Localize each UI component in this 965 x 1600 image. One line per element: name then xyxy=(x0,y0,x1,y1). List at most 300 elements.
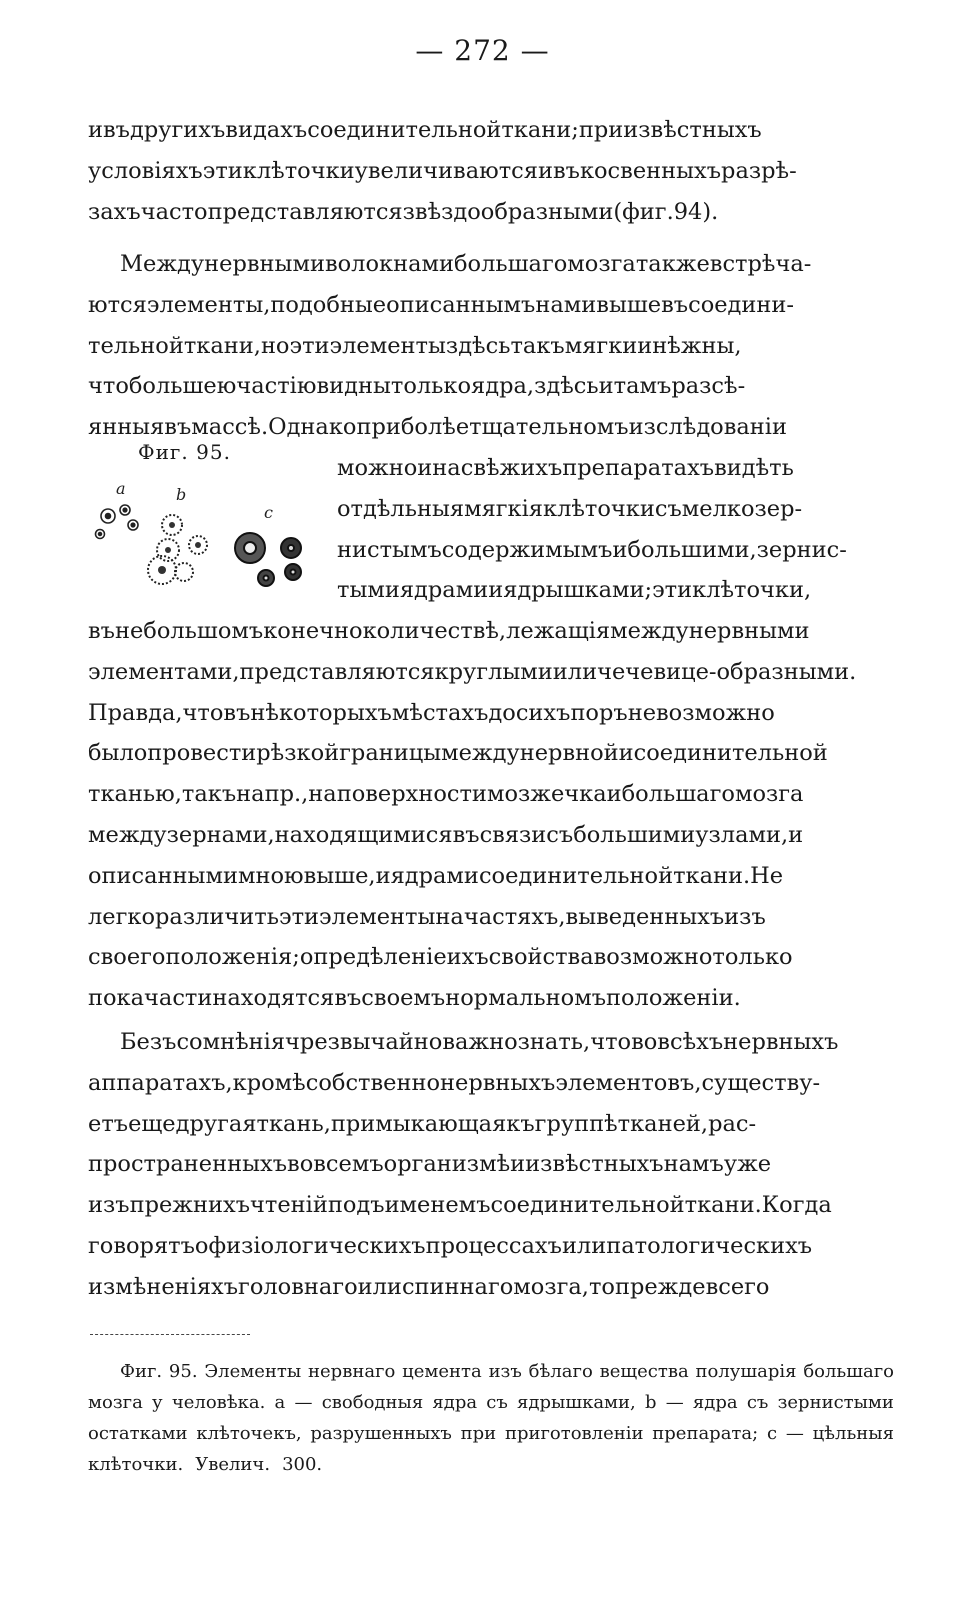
word: и xyxy=(88,117,103,143)
word: ядра xyxy=(692,1392,738,1413)
word: части xyxy=(144,985,213,1012)
text-line xyxy=(337,489,894,530)
word: c xyxy=(766,1423,778,1444)
word: ядрами xyxy=(399,577,489,604)
word: круглыми xyxy=(434,658,553,685)
word: легко xyxy=(88,903,156,930)
word: ядрами xyxy=(390,862,479,889)
word: возможно xyxy=(593,944,713,971)
word: и xyxy=(510,1151,526,1178)
text-line xyxy=(88,192,894,233)
word: и xyxy=(488,577,504,604)
text-line xyxy=(337,570,894,611)
word: организмѣ xyxy=(383,1151,511,1178)
word: нервныхъ xyxy=(723,1029,839,1055)
text-line xyxy=(88,1267,894,1308)
word: зернистыми xyxy=(777,1392,894,1413)
label-c: c xyxy=(264,503,273,522)
word: элементы xyxy=(329,332,446,359)
word: нистымъ xyxy=(337,536,442,563)
word: разсѣ- xyxy=(671,373,746,400)
word: прежнихъ xyxy=(129,1192,251,1219)
word: большаго xyxy=(803,1361,894,1382)
word: частяхъ, xyxy=(463,903,566,930)
word: изъ xyxy=(724,903,766,930)
word: но xyxy=(260,332,290,359)
word: въ xyxy=(452,821,480,848)
word: чечевице-образными. xyxy=(597,658,857,685)
text-line xyxy=(88,1185,894,1226)
word: до xyxy=(488,699,516,726)
word: примыкающая xyxy=(330,1110,507,1137)
word: съ xyxy=(546,821,574,848)
word: свѣжихъ xyxy=(460,455,563,481)
text-line xyxy=(88,151,894,192)
word: всѣхъ xyxy=(657,1029,724,1055)
word: извѣстныхъ xyxy=(623,117,762,143)
word: говорятъ xyxy=(88,1232,195,1259)
word: при xyxy=(578,117,624,143)
text-line xyxy=(88,110,894,151)
cell-illustration xyxy=(88,470,328,600)
word: цемента xyxy=(402,1361,482,1382)
word: ихъ xyxy=(446,944,489,971)
word: нервными xyxy=(688,618,810,644)
word: лежащія xyxy=(506,618,611,644)
text-line xyxy=(88,326,894,367)
word: существу- xyxy=(701,1069,821,1096)
word: Однако xyxy=(268,414,357,441)
word: видахъ xyxy=(225,117,308,143)
word: можно xyxy=(337,455,418,481)
word: — xyxy=(665,1392,684,1413)
word: клѣточки, xyxy=(692,577,812,604)
word: и xyxy=(637,332,653,359)
word: связи xyxy=(479,821,547,848)
word: намъ xyxy=(663,1151,724,1178)
word: вещества xyxy=(599,1361,689,1382)
text-line xyxy=(88,774,894,815)
word: выведенныхъ xyxy=(565,903,725,930)
word: нервными xyxy=(204,251,325,277)
word: свойства xyxy=(488,944,594,971)
word: рѣзкой xyxy=(256,740,340,767)
label-a: a xyxy=(116,479,126,498)
word: описанными xyxy=(88,862,238,889)
text-line xyxy=(88,652,894,693)
word: косвенныхъ xyxy=(579,157,722,184)
word: спиннаго xyxy=(401,1273,514,1300)
word: группѣ xyxy=(534,1110,618,1137)
text-line xyxy=(88,1022,894,1063)
word: измѣненіяхъ xyxy=(88,1273,239,1300)
word: соединительной xyxy=(490,1192,685,1219)
paragraph-2-continued xyxy=(88,611,894,1019)
text-line xyxy=(88,815,894,856)
word: соединительной xyxy=(633,740,828,767)
word: большаго xyxy=(453,251,568,277)
word: то xyxy=(588,1273,615,1300)
word: ткань, xyxy=(256,1110,331,1137)
word: что xyxy=(88,373,129,400)
footnote-line xyxy=(88,1449,894,1480)
word: видѣть xyxy=(714,455,794,481)
word: массѣ. xyxy=(191,414,269,441)
word: b xyxy=(644,1392,657,1413)
word: мозга xyxy=(567,251,636,277)
word: или xyxy=(561,1232,607,1259)
word: головнаго xyxy=(238,1273,358,1300)
figure-95 xyxy=(88,440,328,600)
word: только xyxy=(390,373,472,400)
word: мягкія xyxy=(464,495,543,522)
word: на xyxy=(308,781,337,808)
footnote-line xyxy=(88,1356,894,1387)
word: во xyxy=(287,1151,314,1178)
word: прежде xyxy=(614,1273,706,1300)
word: провести xyxy=(147,740,257,767)
footnote-divider xyxy=(90,1334,250,1335)
word: 94). xyxy=(673,198,719,225)
paragraph-2 xyxy=(88,244,894,448)
paragraph-1 xyxy=(88,110,894,232)
word: нормальномъ xyxy=(445,985,607,1012)
word: важно xyxy=(442,1029,518,1055)
word: и xyxy=(375,862,391,889)
word: клѣточки xyxy=(543,495,655,522)
word: Между xyxy=(120,251,205,277)
word: етъ xyxy=(88,1110,129,1137)
word: частію xyxy=(236,373,317,400)
word: ядрышками; xyxy=(503,577,653,604)
text-line xyxy=(88,978,894,1019)
word: звѣздообразными xyxy=(402,198,614,225)
word: конечно xyxy=(263,618,363,644)
word: здѣсь xyxy=(534,373,599,400)
footnote xyxy=(88,1356,894,1480)
word: что xyxy=(182,699,224,726)
word: видны xyxy=(316,373,391,400)
word: различить xyxy=(155,903,279,930)
word: и xyxy=(612,536,628,563)
word: сомнѣнія xyxy=(176,1029,286,1055)
word: пространенныхъ xyxy=(88,1151,288,1178)
text-line xyxy=(337,448,894,489)
text-line xyxy=(88,1104,894,1145)
word: на xyxy=(435,903,464,930)
word: тканью, xyxy=(88,781,182,808)
word: встрѣча- xyxy=(709,251,812,277)
word: клѣточки xyxy=(242,157,355,184)
word: находящимися xyxy=(274,821,453,848)
word: знать, xyxy=(517,1029,591,1055)
word: мѣстахъ xyxy=(391,699,489,726)
word: нервнаго xyxy=(308,1361,396,1382)
word: мягки xyxy=(564,332,638,359)
word: во xyxy=(631,1029,658,1055)
word: Когда xyxy=(761,1192,832,1219)
word: небольшомъ xyxy=(114,618,264,644)
word: 95. xyxy=(168,1361,198,1382)
word: сихъ xyxy=(515,699,571,726)
word: представляются xyxy=(239,658,435,685)
word: часто xyxy=(140,198,208,225)
word: между xyxy=(441,740,520,767)
word: извѣстныхъ xyxy=(525,1151,664,1178)
word: въ xyxy=(88,618,115,644)
word: своего xyxy=(88,944,166,971)
word: тканей, xyxy=(617,1110,709,1137)
word: напр., xyxy=(236,781,309,808)
word: у xyxy=(152,1392,163,1413)
word: зернами, xyxy=(166,821,275,848)
word: между xyxy=(610,618,689,644)
text-line xyxy=(88,733,894,774)
word: еще xyxy=(128,1110,176,1137)
word: цѣльныя xyxy=(812,1423,894,1444)
word: ядра, xyxy=(471,373,535,400)
word: изслѣдованіи xyxy=(628,414,787,441)
word: своемъ xyxy=(361,985,446,1012)
word: полушарія xyxy=(695,1361,797,1382)
word: другихъ xyxy=(129,117,226,143)
word: клѣточки. xyxy=(88,1454,184,1475)
word: въ xyxy=(334,985,362,1012)
word: другая xyxy=(175,1110,257,1137)
word: поръ xyxy=(570,699,628,726)
word: нѣкоторыхъ xyxy=(250,699,392,726)
word: зернис- xyxy=(756,536,847,563)
word: Увелич. xyxy=(195,1454,271,1475)
word: эти xyxy=(202,157,243,184)
word: между xyxy=(88,821,167,848)
word: рас- xyxy=(708,1110,757,1137)
word: здѣсь xyxy=(445,332,511,359)
word: — xyxy=(785,1423,804,1444)
word: тыми xyxy=(337,577,400,604)
footnote-line xyxy=(88,1387,894,1418)
word: эти xyxy=(652,577,693,604)
word: узлами, xyxy=(695,821,789,848)
word: количествѣ, xyxy=(362,618,507,644)
text-line xyxy=(88,856,894,897)
word: положенія; xyxy=(165,944,300,971)
word: и xyxy=(618,740,634,767)
word: элементы xyxy=(319,903,436,930)
word: соедини- xyxy=(688,291,795,318)
word: пока xyxy=(88,985,145,1012)
text-line xyxy=(88,366,894,407)
word: препарата; xyxy=(652,1423,759,1444)
page-number: — 272 — xyxy=(415,34,550,67)
word: невозможно xyxy=(627,699,775,726)
text-line xyxy=(337,530,894,571)
word: Не xyxy=(750,862,784,889)
word: мозга xyxy=(734,781,804,808)
word: находятся xyxy=(212,985,335,1012)
word: такъ xyxy=(181,781,237,808)
word: въ xyxy=(223,699,251,726)
word: такъ xyxy=(510,332,565,359)
text-line xyxy=(88,1144,894,1185)
word: или xyxy=(357,1273,402,1300)
word: изъ xyxy=(88,1192,130,1219)
word: въ xyxy=(552,157,580,184)
word: элементами, xyxy=(88,658,240,685)
word: именемъ xyxy=(384,1192,491,1219)
word: было xyxy=(88,740,148,767)
word: большею xyxy=(128,373,237,400)
word: (фиг. xyxy=(613,198,674,225)
word: ткани; xyxy=(501,117,579,143)
word: захъ xyxy=(88,198,141,225)
word: процессахъ xyxy=(425,1232,562,1259)
word: a xyxy=(274,1392,286,1413)
word: тамъ xyxy=(613,373,672,400)
word: границы xyxy=(339,740,442,767)
word: и xyxy=(606,781,622,808)
word: препаратахъ xyxy=(562,455,715,481)
word: поверхности xyxy=(336,781,487,808)
word: большими, xyxy=(627,536,757,563)
word: клѣточекъ, xyxy=(196,1423,302,1444)
word: нѣжны, xyxy=(652,332,742,359)
word: о xyxy=(194,1232,209,1259)
word: нервныхъ xyxy=(440,1069,556,1096)
word: выше xyxy=(596,291,662,318)
word: свободныя xyxy=(321,1392,424,1413)
word: соединительной xyxy=(478,862,674,889)
word: представляются xyxy=(207,198,403,225)
word: мозжечка xyxy=(486,781,607,808)
label-b: b xyxy=(176,485,187,504)
word: ткани. xyxy=(673,862,751,889)
word: съ xyxy=(486,1392,508,1413)
word: янныя xyxy=(88,414,165,441)
word: изъ xyxy=(488,1361,522,1382)
word: на xyxy=(432,455,461,481)
text-line xyxy=(88,693,894,734)
word: разрѣ- xyxy=(721,157,797,184)
word: въ xyxy=(661,291,689,318)
word: всемъ xyxy=(313,1151,384,1178)
word: ются xyxy=(88,291,147,318)
word: эти xyxy=(278,903,320,930)
text-line xyxy=(88,611,894,652)
word: положеніи. xyxy=(606,985,741,1012)
word: подобные xyxy=(270,291,387,318)
word: условіяхъ xyxy=(88,157,203,184)
word: Правда, xyxy=(88,699,183,726)
word: элементы, xyxy=(146,291,271,318)
word: физіологическихъ xyxy=(208,1232,426,1259)
word: болѣе xyxy=(400,414,470,441)
word: большаго xyxy=(621,781,735,808)
word: соединительной xyxy=(307,117,502,143)
word: чрезвычайно xyxy=(285,1029,443,1055)
word: — xyxy=(294,1392,313,1413)
word: и xyxy=(788,821,804,848)
word: содержимымъ xyxy=(441,536,613,563)
word: человѣка. xyxy=(171,1392,266,1413)
word: чтеній xyxy=(250,1192,328,1219)
word: также xyxy=(635,251,710,277)
word: всего xyxy=(705,1273,770,1300)
word: мозга xyxy=(88,1392,143,1413)
word: ядрышками, xyxy=(517,1392,636,1413)
word: Безъ xyxy=(120,1029,177,1055)
word: описаннымъ xyxy=(386,291,536,318)
text-line xyxy=(88,897,894,938)
word: аппаратахъ, xyxy=(88,1069,233,1096)
word: приготовленіи xyxy=(504,1423,644,1444)
word: при xyxy=(460,1423,497,1444)
text-line xyxy=(88,937,894,978)
word: выше, xyxy=(303,862,376,889)
word: опредѣленіе xyxy=(299,944,447,971)
word: съ xyxy=(746,1392,769,1413)
word: волокнами xyxy=(324,251,454,277)
word: мною xyxy=(237,862,304,889)
word: что xyxy=(590,1029,632,1055)
word: при xyxy=(356,414,401,441)
figure-caption: Фиг. 95. xyxy=(138,440,231,464)
word: остатками xyxy=(88,1423,188,1444)
word: 300. xyxy=(282,1454,323,1475)
word: тельной xyxy=(88,332,184,359)
word: большими xyxy=(573,821,696,848)
footnote-line xyxy=(88,1418,894,1449)
text-line xyxy=(88,285,894,326)
word: съ xyxy=(654,495,682,522)
wrapped-text xyxy=(337,448,894,611)
word: элементовъ, xyxy=(555,1069,702,1096)
word: тщательномъ xyxy=(469,414,629,441)
word: разрушенныхъ xyxy=(310,1423,452,1444)
word: уже xyxy=(723,1151,772,1178)
word: въ xyxy=(164,414,192,441)
word: и xyxy=(417,455,433,481)
word: увеличиваются xyxy=(354,157,538,184)
word: эти xyxy=(289,332,330,359)
word: мозга, xyxy=(513,1273,589,1300)
word: патологическихъ xyxy=(606,1232,813,1259)
word: ткани, xyxy=(183,332,261,359)
word: ядра xyxy=(432,1392,478,1413)
word: или xyxy=(552,658,598,685)
paragraph-3 xyxy=(88,1022,894,1308)
text-line xyxy=(88,1063,894,1104)
word: ткани. xyxy=(684,1192,762,1219)
word: подъ xyxy=(327,1192,385,1219)
word: Фиг. xyxy=(120,1361,163,1382)
word: нервной xyxy=(519,740,619,767)
word: только xyxy=(712,944,793,971)
word: бѣлаго xyxy=(528,1361,593,1382)
text-line xyxy=(88,244,894,285)
word: кромѣ xyxy=(232,1069,306,1096)
word: отдѣльныя xyxy=(337,495,465,522)
word: и xyxy=(537,157,553,184)
word: нами xyxy=(535,291,597,318)
word: къ xyxy=(506,1110,535,1137)
text-line xyxy=(88,1226,894,1267)
word: Элементы xyxy=(204,1361,302,1382)
word: и xyxy=(598,373,614,400)
word: мелкозер- xyxy=(681,495,803,522)
word: въ xyxy=(103,117,130,143)
word: собственно xyxy=(305,1069,441,1096)
